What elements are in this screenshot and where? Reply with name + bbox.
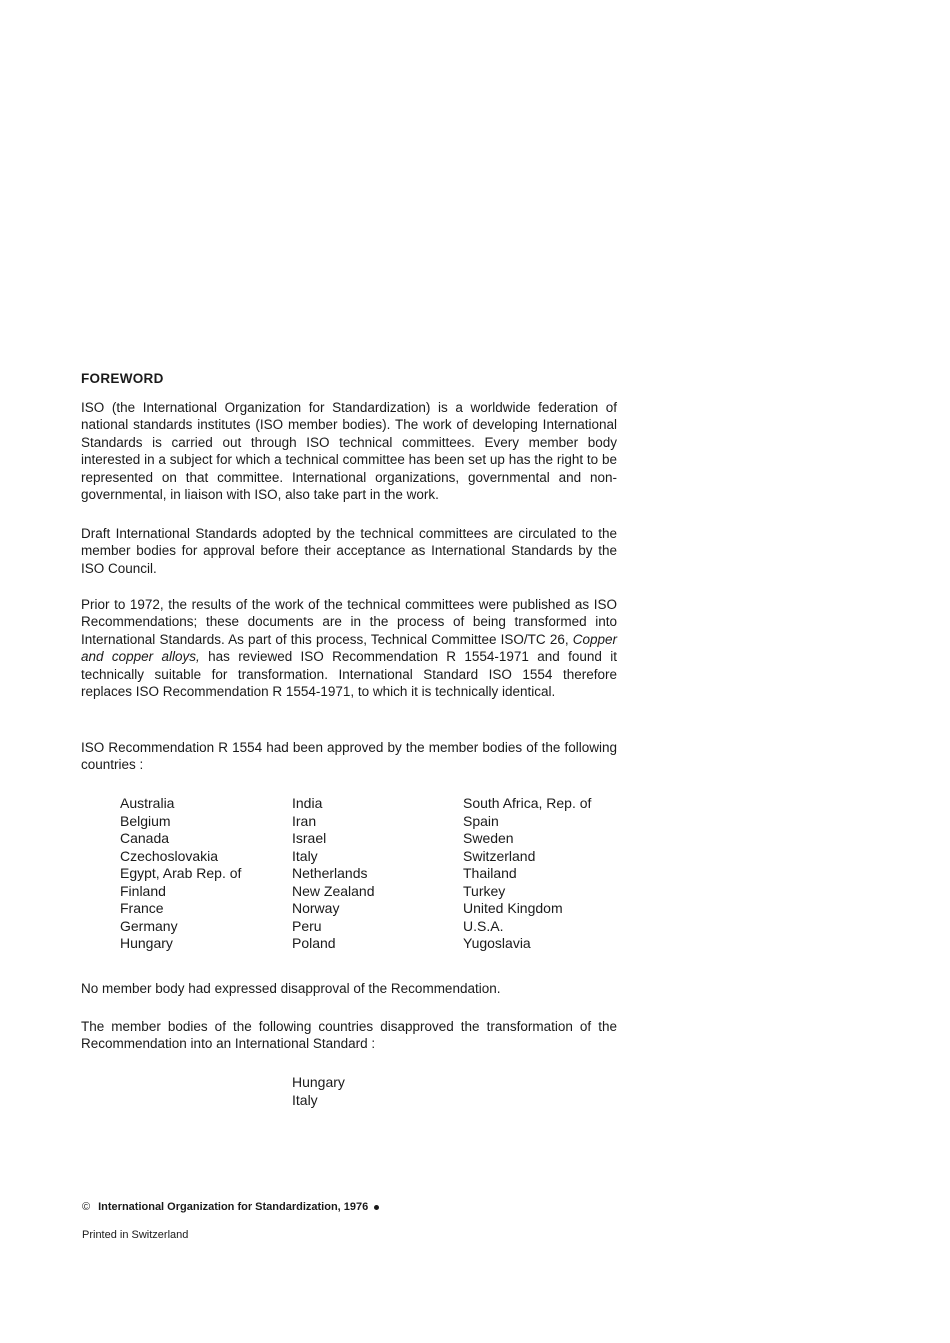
country-item: Canada (120, 830, 170, 846)
foreword-paragraph-transformation (81, 596, 617, 700)
approving-countries-column-2 (292, 795, 375, 953)
printed-in-notice: Printed in Switzerland (82, 1229, 189, 1241)
country-item: Belgium (120, 812, 171, 829)
country-item: Italy (292, 847, 318, 864)
country-item: United Kingdom (463, 900, 563, 916)
disapproving-countries-list (292, 1073, 345, 1109)
copyright-text: International Organization for Standardization, 1976 (98, 1201, 369, 1213)
foreword-paragraph-approval-intro: ISO Recommendation R 1554 had been approved by the member bodies of the following countries : (81, 740, 617, 773)
country-item: Hungary (120, 935, 173, 951)
country-item: Italy (292, 1092, 318, 1108)
country-item: Australia (120, 795, 175, 811)
copyright-notice (82, 1201, 379, 1213)
foreword-paragraph-disapproval: The member bodies of the following countries disapproved the transformation of the Recommendation into an International Standard : (81, 1019, 617, 1052)
country-item: Egypt, Arab Rep. of (120, 865, 242, 881)
country-item: Turkey (463, 882, 506, 899)
foreword-paragraph-iso-intro: ISO (the International Organization for Standardization) is a worldwide federation of national standards institutes (ISO member bodies). The work of developing International Standards is carried out through ISO technical committees. Every member body interested in a subject for which a technical committee has been set up has the right to be represented on that committee. International organizations, governmental and non-governmental, in liaison with ISO, also take part in the work. (81, 400, 617, 503)
country-item: Finland (120, 882, 166, 899)
country-item: India (292, 795, 323, 811)
approving-countries-column-1 (120, 795, 241, 953)
country-item: Yugoslavia (463, 935, 531, 951)
country-item: Netherlands (292, 865, 368, 881)
bullet-dot-icon (374, 1205, 379, 1210)
foreword-paragraph-no-disapproval: No member body had expressed disapproval of the Recommendation. (81, 981, 501, 996)
paragraph-text-part: Prior to 1972, the results of the work of the technical committees were published as ISO Recommendations; these documents are in the process of being transformed into International Standards. As part of this process, Technical Committee ISO/TC 26, (81, 597, 617, 647)
country-item: Switzerland (463, 847, 536, 864)
country-item: France (120, 900, 164, 916)
approving-countries-column-3 (463, 795, 591, 953)
country-item: Hungary (292, 1074, 345, 1090)
country-item: Germany (120, 917, 178, 934)
country-item: Sweden (463, 830, 514, 846)
country-item: South Africa, Rep. of (463, 795, 592, 811)
country-item: New Zealand (292, 882, 375, 899)
paragraph-text-part: has reviewed ISO Recommendation R 1554-1971 and found it technically suitable for transformation. International Standard ISO 1554 therefore replaces ISO Recommendation R 1554-1971, to which it is technically identical. (81, 649, 617, 700)
foreword-paragraph-draft-standards: Draft International Standards adopted by the technical committees are circulated to the member bodies for approval before their acceptance as International Standards by the ISO Council. (81, 526, 617, 576)
committee-title-italic: Copper and copper alloys, (81, 631, 617, 665)
country-item: Poland (292, 935, 336, 951)
country-item: Norway (292, 900, 340, 916)
country-item: Peru (292, 917, 322, 934)
copyright-icon: © (82, 1201, 91, 1213)
foreword-heading: FOREWORD (81, 371, 164, 386)
country-item: Iran (292, 812, 317, 829)
country-item: Czechoslovakia (120, 847, 219, 864)
country-item: U.S.A. (463, 917, 504, 934)
country-item: Thailand (463, 865, 517, 881)
country-item: Spain (463, 812, 499, 829)
country-item: Israel (292, 830, 327, 846)
